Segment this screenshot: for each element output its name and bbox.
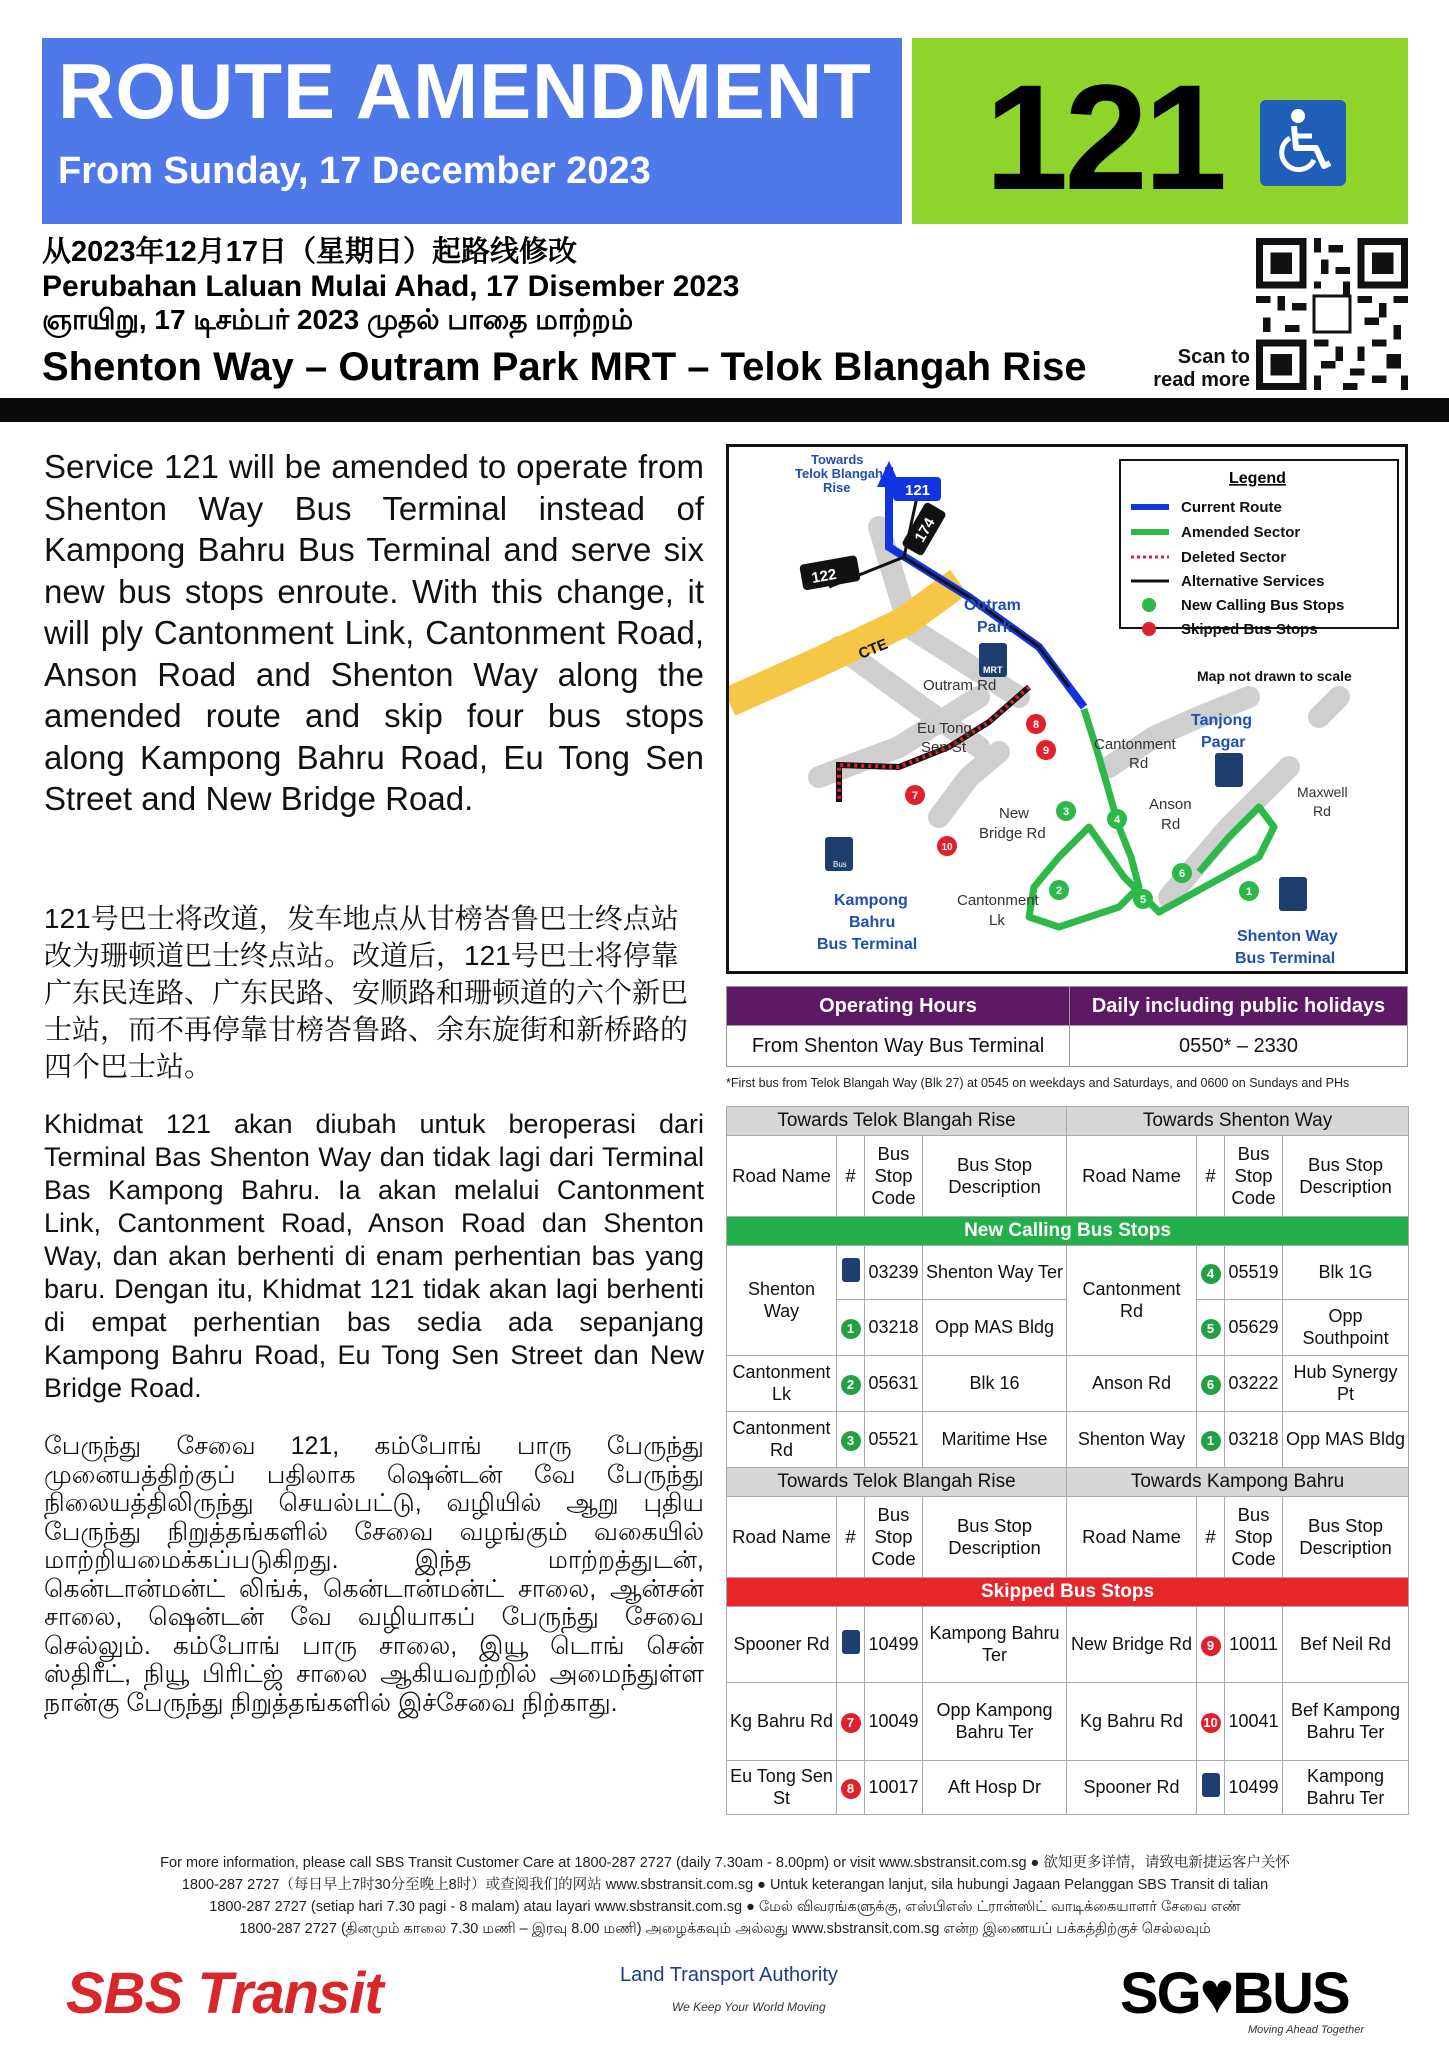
subtitle-malay: Perubahan Laluan Mulai Ahad, 17 Disember 2023	[42, 270, 740, 303]
days-header: Daily including public holidays	[1070, 987, 1408, 1026]
svg-text:9: 9	[1042, 745, 1050, 757]
description-english: Service 121 will be amended to operate from Shenton Way Bus Terminal instead of Kampong Bahru Bus Terminal and serve six new bus stops enroute. With this change, it will ply Cantonment Link, Cantonment Road, Anson Road and Shenton Way along the amended route and skip four bus stops along Kampong Bahru Road, Eu Tong Sen Street and New Bridge Road.	[44, 448, 704, 817]
road-name-cell: Cantonment Lk	[727, 1356, 837, 1412]
col-stop-description: Bus Stop Description	[923, 1497, 1067, 1578]
scan-caption: Scan to read more	[1153, 346, 1250, 391]
cantonment-rd-label: Cantonment Rd	[1094, 736, 1176, 772]
svg-text:2: 2	[1055, 885, 1063, 897]
service-121-label: 121	[905, 482, 931, 499]
road-name-cell: Eu Tong Sen St	[727, 1761, 837, 1815]
footer-line: For more information, please call SBS Transit Customer Care at 1800-287 2727 (daily 7.30am - 8.00pm) or visit www.sbstransit.com.sg ● 欲知更多详情，请致电新捷运客户关怀	[160, 1855, 1290, 1871]
stop-code-cell: 03218	[865, 1300, 923, 1356]
effective-date: From Sunday, 17 December 2023	[58, 150, 651, 192]
legend-item: New Calling Bus Stops	[1181, 597, 1345, 614]
stop-number-cell	[837, 1683, 865, 1761]
direction-header: Towards Shenton Way	[1067, 1107, 1409, 1136]
stop-number-badge: 9	[1201, 1636, 1221, 1656]
service-122-label: 122	[810, 565, 838, 587]
table-row	[727, 1761, 1409, 1815]
footer-line: 1800-287 2727 (தினமும் காலை 7.30 மணி – இரவு 8.00 மணி) அழைக்கவும் அல்லது www.sbstransit.com.sg என்ற இணையப் பக்கத்திற்குச் செல்லவும்	[239, 1921, 1211, 1937]
cantonment-lk-label: Cantonment Lk	[957, 892, 1039, 929]
stop-desc-cell: Opp Kampong Bahru Ter	[923, 1683, 1067, 1761]
stop-number-cell	[1197, 1356, 1225, 1412]
maxwell-rd-label: Maxwell Rd	[1297, 784, 1348, 819]
road-name-cell: Anson Rd	[1067, 1356, 1197, 1412]
new-bridge-rd-label: New Bridge Rd	[979, 805, 1046, 842]
new-stops-band: New Calling Bus Stops	[727, 1217, 1409, 1246]
stop-code-cell: 10499	[1225, 1761, 1283, 1815]
anson-rd-label: Anson Rd	[1149, 796, 1192, 833]
legend-item: Amended Sector	[1181, 524, 1301, 541]
stop-number-cell	[837, 1300, 865, 1356]
stop-code-cell: 03218	[1225, 1412, 1283, 1468]
cte-label: CTE	[856, 635, 891, 663]
road-name-cell: Cantonment Rd	[1067, 1246, 1197, 1356]
stop-desc-cell: Bef Neil Rd	[1283, 1607, 1409, 1683]
stop-desc-cell: Kampong Bahru Ter	[923, 1607, 1067, 1683]
towards-label: Towards Telok Blangah Rise	[795, 452, 883, 495]
bus-terminal-cell	[1197, 1761, 1225, 1815]
legend-new-stop-icon	[1142, 598, 1156, 612]
col-stop-code: Bus Stop Code	[1225, 1497, 1283, 1578]
kampong-bahru-label: Kampong Bahru Bus Terminal	[817, 892, 918, 953]
bus-stops-table	[726, 1106, 1409, 1815]
page-title: ROUTE AMENDMENT	[58, 47, 872, 135]
stop-number-badge: 5	[1201, 1319, 1221, 1339]
stop-number-badge: 4	[1201, 1264, 1221, 1284]
hours-row-label: From Shenton Way Bus Terminal	[727, 1026, 1070, 1067]
eu-tong-sen-label: Eu Tong Sen St	[917, 720, 972, 756]
direction-header: Towards Telok Blangah Rise	[727, 1468, 1067, 1497]
sgbus-logo: SG♥BUS	[1120, 1961, 1349, 2026]
route-map	[726, 444, 1408, 974]
outram-rd-label: Outram Rd	[923, 677, 997, 694]
subtitle-tamil: ஞாயிறு, 17 டிசம்பர் 2023 முதல் பாதை மாற்றம்	[42, 304, 634, 335]
stop-number-cell	[837, 1761, 865, 1815]
col-stop-code: Bus Stop Code	[865, 1136, 923, 1217]
stop-desc-cell: Opp MAS Bldg	[1283, 1412, 1409, 1468]
road-name-cell: New Bridge Rd	[1067, 1607, 1197, 1683]
sgbus-tagline: Moving Ahead Together	[1248, 2024, 1364, 2036]
description-chinese: 121号巴士将改道，发车地点从甘榜峇鲁巴士终点站改为珊顿道巴士终点站。改道后，121号巴士将停靠广东民连路、广东民路、安顺路和珊顿道的六个新巴士站，而不再停靠甘榜峇鲁路、余东旋街和新桥路的四个巴士站。	[44, 903, 689, 1082]
stop-code-cell: 05629	[1225, 1300, 1283, 1356]
legend-title: Legend	[1229, 470, 1286, 487]
stop-number-badge: 2	[841, 1375, 861, 1395]
stop-desc-cell: Maritime Hse	[923, 1412, 1067, 1468]
skipped-stops-band: Skipped Bus Stops	[727, 1578, 1409, 1607]
stop-number-cell	[1197, 1300, 1225, 1356]
col-stop-description: Bus Stop Description	[1283, 1136, 1409, 1217]
stop-code-cell: 10049	[865, 1683, 923, 1761]
stop-number-badge: 1	[1201, 1431, 1221, 1451]
svg-text:6: 6	[1178, 868, 1186, 880]
table-row	[727, 1412, 1409, 1468]
stop-desc-cell: Kampong Bahru Ter	[1283, 1761, 1409, 1815]
stop-number-cell	[837, 1412, 865, 1468]
stop-code-cell: 10499	[865, 1607, 923, 1683]
stop-code-cell: 03222	[1225, 1356, 1283, 1412]
table-row	[727, 1356, 1409, 1412]
stop-number-badge: 1	[841, 1319, 861, 1339]
road-name-cell: Shenton Way	[727, 1246, 837, 1356]
col-number: #	[837, 1497, 865, 1578]
road-name-cell: Spooner Rd	[727, 1607, 837, 1683]
direction-header: Towards Telok Blangah Rise	[727, 1107, 1067, 1136]
svg-text:4: 4	[1113, 814, 1121, 826]
svg-text:7: 7	[911, 790, 919, 802]
table-row	[727, 1683, 1409, 1761]
svg-text:1: 1	[1245, 886, 1253, 898]
stop-desc-cell: Blk 16	[923, 1356, 1067, 1412]
stop-number-cell	[837, 1356, 865, 1412]
sbs-transit-logo: SBS Transit	[66, 1961, 383, 2026]
tanjong-pagar-mrt-icon	[1215, 753, 1243, 787]
stop-desc-cell: Blk 1G	[1283, 1246, 1409, 1300]
col-road-name: Road Name	[727, 1136, 837, 1217]
stop-code-cell: 10041	[1225, 1683, 1283, 1761]
svg-text:3: 3	[1062, 806, 1070, 818]
bus-terminal-cell	[837, 1246, 865, 1300]
stop-code-cell: 03239	[865, 1246, 923, 1300]
stop-code-cell: 10017	[865, 1761, 923, 1815]
legend-item: Skipped Bus Stops	[1181, 621, 1318, 638]
stop-desc-cell: Bef Kampong Bahru Ter	[1283, 1683, 1409, 1761]
direction-header: Towards Kampong Bahru	[1067, 1468, 1409, 1497]
lta-logo: Land Transport Authority	[620, 1964, 838, 1986]
road-name-cell: Kg Bahru Rd	[1067, 1683, 1197, 1761]
divider-bar	[0, 398, 1449, 422]
bus-terminal-icon	[1202, 1773, 1220, 1797]
stop-code-cell: 10011	[1225, 1607, 1283, 1683]
svg-text:10: 10	[941, 842, 953, 853]
service-174-label: 174	[911, 515, 939, 546]
stop-number-badge: 6	[1201, 1375, 1221, 1395]
hours-header: Operating Hours	[727, 987, 1070, 1026]
stop-number-cell	[1197, 1683, 1225, 1761]
stop-number-badge: 7	[841, 1713, 861, 1733]
description-malay: Khidmat 121 akan diubah untuk beroperasi dari Terminal Bas Shenton Way dan tidak lagi dari Terminal Bas Kampong Bahru. Ia akan melalui Cantonment Link, Cantonment Road, Anson Road dan Shenton Way, dan akan berhenti di enam perhentian bas yang baru. Dengan itu, Khidmat 121 tidak akan lagi berhenti di empat perhentian bas sedia ada sepanjang Kampong Bahru Road, Eu Tong Sen Street dan New Bridge Road.	[44, 1109, 704, 1403]
operating-hours-table	[726, 986, 1408, 1067]
stop-desc-cell: Hub Synergy Pt	[1283, 1356, 1409, 1412]
legend-item: Deleted Sector	[1181, 549, 1287, 566]
shenton-way-label: Shenton Way Bus Terminal	[1235, 928, 1338, 967]
col-stop-code: Bus Stop Code	[865, 1497, 923, 1578]
stop-code-cell: 05521	[865, 1412, 923, 1468]
description-tamil: பேருந்து சேவை 121, கம்போங் பாரு பேருந்து முனையத்திற்குப் பதிலாக ஷென்டன் வே பேருந்து நிலையத்திலிருந்து செயல்பட்டு, வழியில் ஆறு புதிய பேருந்து நிறுத்தங்களில் சேவை வழங்கும் வகையில் மாற்றியமைக்கப்படுகிறது. இந்த மாற்றத்துடன், கென்டான்மன்ட் லிங்க், கென்டான்மன்ட் சாலை, ஆன்சன் சாலை, ஷென்டன் வே வழியாகப் பேருந்து சேவை செல்லும். கம்போங் பாரு சாலை, இயூ டொங் சென் ஸ்திரீட், நியூ பிரிட்ஜ் சாலை ஆகியவற்றில் அமைந்துள்ள நான்கு பேருந்து நிறுத்தங்களில் இச்சேவை நிற்காது.	[44, 1432, 704, 1717]
mrt-label: MRT	[983, 665, 1003, 675]
col-road-name: Road Name	[727, 1497, 837, 1578]
bus-terminal-icon	[842, 1630, 860, 1654]
legend-item: Current Route	[1181, 499, 1282, 516]
col-stop-description: Bus Stop Description	[923, 1136, 1067, 1217]
table-row	[727, 1607, 1409, 1683]
stop-code-cell: 05519	[1225, 1246, 1283, 1300]
lta-tagline: We Keep Your World Moving	[672, 2000, 826, 2014]
stop-number-badge: 10	[1201, 1713, 1221, 1733]
stop-desc-cell: Opp Southpoint	[1283, 1300, 1409, 1356]
bus-terminal-icon	[842, 1258, 860, 1282]
col-number: #	[837, 1136, 865, 1217]
table-row	[727, 1246, 1409, 1300]
footer-line: 1800-287 2727 (setiap hari 7.30 pagi - 8 malam) atau layari www.sbstransit.com.sg ● மேல் விவரங்களுக்கு, எஸ்பிஎஸ் ட்ரான்ஸிட் வாடிக்கையாளர் சேவை எண்	[209, 1899, 1241, 1915]
col-road-name: Road Name	[1067, 1136, 1197, 1217]
svg-text:5: 5	[1139, 894, 1147, 906]
stop-number-badge: 3	[841, 1431, 861, 1451]
qr-code-icon[interactable]	[1256, 238, 1408, 390]
stop-desc-cell: Aft Hosp Dr	[923, 1761, 1067, 1815]
stop-desc-cell: Opp MAS Bldg	[923, 1300, 1067, 1356]
col-number: #	[1197, 1497, 1225, 1578]
footer-line: 1800-287 2727（每日早上7时30分至晚上8时）或查阅我们的网站 www.sbstransit.com.sg ● Untuk keterangan lanjut, sila hubungi Jagaan Pelanggan SBS Transit di talian	[181, 1877, 1269, 1893]
legend-item: Alternative Services	[1181, 573, 1325, 590]
road-name-cell: Cantonment Rd	[727, 1412, 837, 1468]
route-name: Shenton Way – Outram Park MRT – Telok Blangah Rise	[42, 345, 1087, 389]
hours-row-value: 0550* – 2330	[1070, 1026, 1408, 1067]
wheelchair-accessible-icon	[1260, 100, 1346, 186]
road-name-cell: Kg Bahru Rd	[727, 1683, 837, 1761]
road-name-cell: Spooner Rd	[1067, 1761, 1197, 1815]
stop-desc-cell: Shenton Way Ter	[923, 1246, 1067, 1300]
outram-park-label: Outram Park	[964, 597, 1021, 636]
col-road-name: Road Name	[1067, 1497, 1197, 1578]
svg-text:8: 8	[1032, 719, 1040, 731]
stop-number-cell	[1197, 1412, 1225, 1468]
service-number: 121	[985, 53, 1224, 221]
col-stop-code: Bus Stop Code	[1225, 1136, 1283, 1217]
hours-footnote: *First bus from Telok Blangah Way (Blk 27) at 0545 on weekdays and Saturdays, and 0600 on Sundays and PHs	[726, 1076, 1350, 1090]
stop-number-badge: 8	[841, 1779, 861, 1799]
stop-number-cell	[1197, 1246, 1225, 1300]
tanjong-pagar-label: Tanjong Pagar	[1191, 712, 1253, 751]
stop-number-cell	[1197, 1607, 1225, 1683]
shenton-way-terminal-icon	[1279, 877, 1307, 911]
legend-skipped-stop-icon	[1142, 622, 1156, 636]
road-name-cell: Shenton Way	[1067, 1412, 1197, 1468]
footer-info	[60, 1852, 1390, 1940]
col-stop-description: Bus Stop Description	[1283, 1497, 1409, 1578]
bus-label: Bus	[833, 860, 847, 869]
col-number: #	[1197, 1136, 1225, 1217]
stop-code-cell: 05631	[865, 1356, 923, 1412]
map-note: Map not drawn to scale	[1197, 668, 1352, 684]
bus-terminal-cell	[837, 1607, 865, 1683]
subtitle-chinese: 从2023年12月17日（星期日）起路线修改	[42, 236, 578, 268]
